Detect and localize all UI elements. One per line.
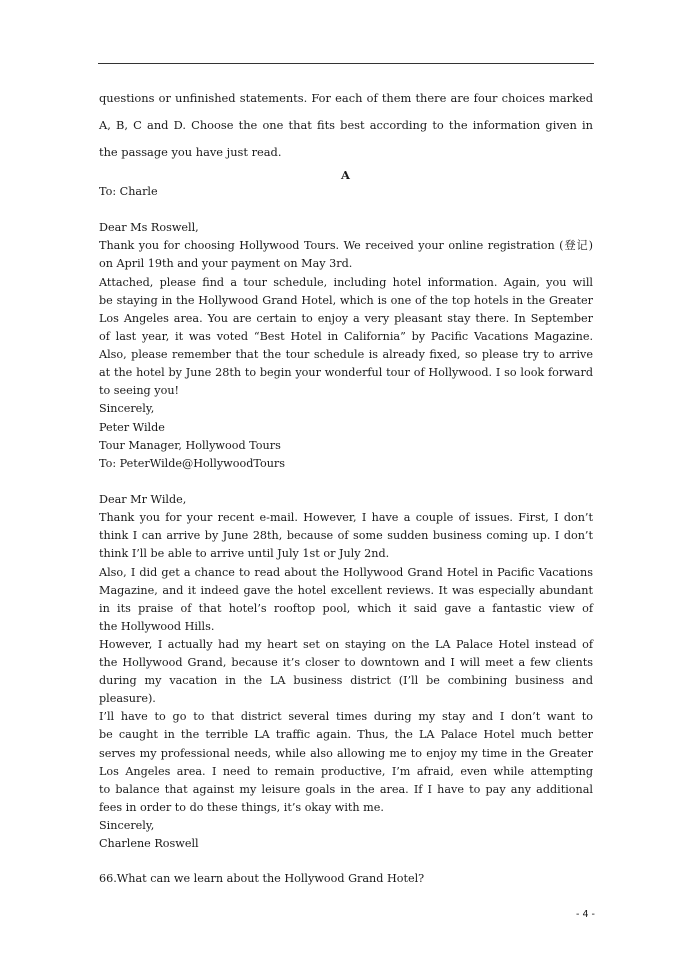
email-body-line: Attached, please find a tour schedule, including hotel information. Again, you will (99, 276, 593, 289)
email-greeting: Dear Mr Wilde, (99, 493, 187, 506)
email-closing: Sincerely, (99, 402, 155, 415)
instruction-line: questions or unfinished statements. For each of them there are four choices marked (99, 91, 593, 105)
email-body-line: However, I actually had my heart set on staying on the LA Palace Hotel instead of (99, 638, 593, 651)
email-body-line: pleasure). (99, 692, 156, 705)
email-body-line: during my vacation in the LA business district (I’ll be combining business and (99, 674, 593, 687)
email-recipient: To: Charle (99, 185, 158, 198)
email-body-line: I’ll have to go to that district several times during my stay and I don’t want to (99, 710, 593, 723)
instruction-line: the passage you have just read. (99, 145, 282, 159)
email-body-line: serves my professional needs, while also allowing me to enjoy my time in the Greater (99, 747, 593, 760)
email-body-line: think I can arrive by June 28th, because of some sudden business coming up. I don’t (99, 529, 593, 542)
email-body-line: to balance that against my leisure goals in the area. If I have to pay any additional (99, 783, 593, 796)
email-body-line: the Hollywood Grand, because it’s closer to downtown and I will meet a few clients (99, 656, 593, 669)
question-66: 66.What can we learn about the Hollywood Grand Hotel? (99, 872, 425, 885)
email-body-line: Los Angeles area. You are certain to enjoy a very pleasant stay there. In September (99, 312, 593, 325)
email-body-line: Thank you for choosing Hollywood Tours. We received your online registration (登记) (99, 239, 593, 252)
email-sender-title: Tour Manager, Hollywood Tours (99, 439, 281, 452)
email-sender-name: Charlene Roswell (99, 837, 199, 850)
email-body-line: fees in order to do these things, it’s okay with me. (99, 801, 384, 814)
email-body-line: be staying in the Hollywood Grand Hotel, which is one of the top hotels in the Greater (99, 294, 593, 307)
email-body-line: Magazine, and it indeed gave the hotel excellent reviews. It was especially abundant (99, 584, 593, 597)
page-number: - 4 - (576, 909, 595, 920)
email-body-line: at the hotel by June 28th to begin your wonderful tour of Hollywood. I so look forward (99, 366, 593, 379)
email-body-line: the Hollywood Hills. (99, 620, 215, 633)
email-body-line: Thank you for your recent e-mail. However, I have a couple of issues. First, I don’t (99, 511, 593, 524)
email-recipient: To: PeterWilde@HollywoodTours (99, 457, 285, 470)
instruction-line: A, B, C and D. Choose the one that fits best according to the information given in (99, 118, 593, 132)
email-body-line: of last year, it was voted “Best Hotel in California” by Pacific Vacations Magazine. (99, 330, 593, 343)
email-body-line: Los Angeles area. I need to remain productive, I’m afraid, even while attempting (99, 765, 593, 778)
email-body-line: think I’ll be able to arrive until July 1st or July 2nd. (99, 547, 390, 560)
email-closing: Sincerely, (99, 819, 155, 832)
header-rule (98, 63, 594, 64)
email-body-line: Also, I did get a chance to read about the Hollywood Grand Hotel in Pacific Vacations (99, 566, 593, 579)
email-body-line: to seeing you! (99, 384, 180, 397)
email-greeting: Dear Ms Roswell, (99, 221, 199, 234)
section-letter: A (341, 168, 350, 182)
email-body-line: Also, please remember that the tour schedule is already fixed, so please try to arrive (99, 348, 593, 361)
email-body-line: on April 19th and your payment on May 3rd. (99, 257, 353, 270)
email-sender-name: Peter Wilde (99, 421, 165, 434)
email-body-line: in its praise of that hotel’s rooftop pool, which it said gave a fantastic view of (99, 602, 593, 615)
email-body-line: be caught in the terrible LA traffic again. Thus, the LA Palace Hotel much better (99, 728, 593, 741)
